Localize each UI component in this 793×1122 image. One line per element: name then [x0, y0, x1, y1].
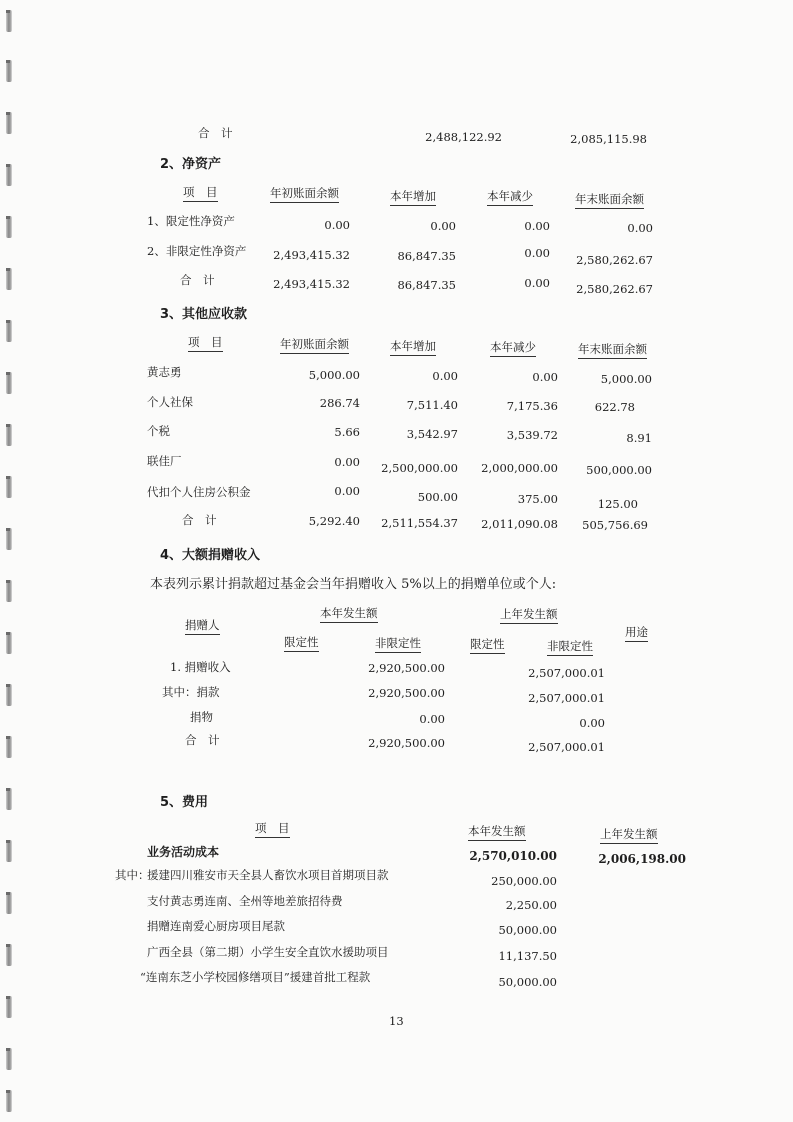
- table-cell: 2,500,000.00: [381, 461, 458, 475]
- binding-hole: [6, 1090, 12, 1112]
- table-cell: 2,250.00: [505, 898, 557, 912]
- prior-year-header: 上年发生额: [500, 606, 558, 624]
- list-item: 援建四川雅安市天全县人畜饮水项目首期项目款: [147, 868, 389, 882]
- table-cell: 2,920,500.00: [368, 686, 445, 700]
- table-cell: 11,137.50: [498, 949, 557, 963]
- binding-hole: [6, 320, 12, 342]
- table-row-name: 联佳厂: [147, 454, 182, 468]
- binding-hole: [6, 164, 12, 186]
- table-cell: 250,000.00: [491, 874, 557, 888]
- binding-hole: [6, 268, 12, 290]
- table-cell: 0.00: [627, 221, 653, 235]
- table-header: 本年增加: [390, 188, 436, 206]
- binding-hole: [6, 736, 12, 758]
- binding-hole: [6, 60, 12, 82]
- table-header: 本年减少: [487, 188, 533, 206]
- table-cell: 2,507,000.01: [528, 740, 605, 754]
- top-total-value-1: 2,488,122.92: [425, 130, 502, 144]
- binding-hole: [6, 216, 12, 238]
- table-cell: 0.00: [432, 369, 458, 383]
- current-year-header: 本年发生额: [320, 605, 378, 623]
- table-cell: 0.00: [579, 716, 605, 730]
- table-cell: 2,580,262.67: [576, 282, 653, 296]
- donor-header: 捐赠人: [185, 617, 220, 635]
- table-row-name: 个税: [147, 424, 170, 438]
- restricted-header: 限定性: [284, 634, 319, 652]
- table-cell: 505,756.69: [582, 518, 648, 532]
- top-total-label: 合 计: [198, 126, 233, 140]
- table-cell: 2,511,554.37: [381, 516, 458, 530]
- table-cell: 2,920,500.00: [368, 661, 445, 675]
- table-cell: 3,539.72: [506, 428, 558, 442]
- table-row-name: 合 计: [185, 733, 220, 747]
- list-item: 支付黄志勇连南、全州等地差旅招待费: [147, 894, 343, 908]
- item-header: 项 目: [255, 820, 290, 838]
- main-expense-current: 2,570,010.00: [469, 849, 557, 863]
- table-row-name: 合 计: [180, 273, 215, 287]
- binding-hole: [6, 112, 12, 134]
- section-title-receivables: 3、其他应收款: [160, 307, 248, 322]
- table-cell: 0.00: [334, 455, 360, 469]
- table-row-name: 捐物: [190, 710, 213, 724]
- table-cell: 7,511.40: [406, 398, 458, 412]
- binding-hole: [6, 632, 12, 654]
- table-cell: 125.00: [597, 497, 638, 511]
- binding-hole: [6, 476, 12, 498]
- table-row-name: 其中：捐款: [162, 685, 220, 699]
- table-cell: 0.00: [324, 218, 350, 232]
- table-cell: 2,011,090.08: [481, 517, 558, 531]
- list-item: 捐赠连南爱心厨房项目尾款: [147, 919, 285, 933]
- table-cell: 3,542.97: [406, 427, 458, 441]
- table-cell: 0.00: [524, 246, 550, 260]
- table-cell: 0.00: [334, 484, 360, 498]
- section-title-expenses: 5、费用: [160, 795, 209, 810]
- table-row-name: 2、非限定性净资产: [147, 244, 247, 258]
- table-cell: 2,507,000.01: [528, 691, 605, 705]
- table-cell: 0.00: [430, 219, 456, 233]
- expense-prefix: 其中：: [115, 868, 150, 882]
- list-item: “连南东芝小学校园修缮项目”援建首批工程款: [140, 970, 371, 984]
- binding-hole: [6, 372, 12, 394]
- binding-hole: [6, 580, 12, 602]
- binding-hole: [6, 788, 12, 810]
- table-row-name: 代扣个人住房公积金: [147, 485, 251, 499]
- table-header: 本年减少: [490, 339, 536, 357]
- table-cell: 500.00: [417, 490, 458, 504]
- table-cell: 0.00: [532, 370, 558, 384]
- table-cell: 5.66: [334, 425, 360, 439]
- table-cell: 50,000.00: [498, 923, 557, 937]
- main-expense-prior: 2,006,198.00: [598, 852, 686, 866]
- table-cell: 50,000.00: [498, 975, 557, 989]
- table-cell: 2,920,500.00: [368, 736, 445, 750]
- table-cell: 5,000.00: [600, 372, 652, 386]
- table-cell: 86,847.35: [397, 278, 456, 292]
- table-cell: 86,847.35: [397, 249, 456, 263]
- table-header: 项 目: [183, 184, 218, 202]
- table-cell: 7,175.36: [506, 399, 558, 413]
- table-row-name: 1. 捐赠收入: [170, 660, 231, 674]
- restricted-header-prior: 限定性: [470, 636, 505, 654]
- donations-intro: 本表列示累计捐款超过基金会当年捐赠收入 5%以上的捐赠单位或个人:: [150, 577, 557, 592]
- table-cell: 2,000,000.00: [481, 461, 558, 475]
- table-cell: 500,000.00: [586, 463, 652, 477]
- table-cell: 0.00: [419, 712, 445, 726]
- table-row-name: 黄志勇: [147, 365, 182, 379]
- unrestricted-header-prior: 非限定性: [547, 638, 593, 656]
- binding-hole: [6, 528, 12, 550]
- page-number: 13: [389, 1014, 404, 1028]
- list-item: 广西全县（第二期）小学生安全直饮水援助项目: [147, 945, 389, 959]
- section-title-net-assets: 2、净资产: [160, 157, 222, 172]
- table-cell: 0.00: [524, 276, 550, 290]
- binding-hole: [6, 424, 12, 446]
- table-cell: 2,493,415.32: [273, 277, 350, 291]
- table-cell: 0.00: [524, 219, 550, 233]
- table-row-name: 合 计: [182, 513, 217, 527]
- table-header: 年初账面余额: [280, 336, 349, 354]
- binding-hole: [6, 892, 12, 914]
- section-title-donations: 4、大额捐赠收入: [160, 548, 261, 563]
- prior-year-header: 上年发生额: [600, 826, 658, 844]
- table-cell: 622.78: [594, 400, 635, 414]
- table-header: 项 目: [188, 334, 223, 352]
- table-cell: 2,507,000.01: [528, 666, 605, 680]
- binding-hole: [6, 944, 12, 966]
- binding-hole: [6, 684, 12, 706]
- table-header: 年末账面余额: [575, 191, 644, 209]
- top-total-value-2: 2,085,115.98: [570, 132, 647, 146]
- table-cell: 8.91: [626, 431, 652, 445]
- main-expense-name: 业务活动成本: [147, 845, 220, 859]
- table-row-name: 1、限定性净资产: [147, 214, 235, 228]
- current-year-header: 本年发生额: [468, 823, 526, 841]
- table-cell: 286.74: [319, 396, 360, 410]
- binding-hole: [6, 996, 12, 1018]
- unrestricted-header: 非限定性: [375, 635, 421, 653]
- binding-hole: [6, 840, 12, 862]
- table-cell: 5,292.40: [308, 514, 360, 528]
- table-header: 年初账面余额: [270, 185, 339, 203]
- table-cell: 5,000.00: [308, 368, 360, 382]
- table-cell: 375.00: [517, 492, 558, 506]
- table-cell: 2,493,415.32: [273, 248, 350, 262]
- table-cell: 2,580,262.67: [576, 253, 653, 267]
- table-row-name: 个人社保: [147, 395, 193, 409]
- table-header: 年末账面余额: [578, 341, 647, 359]
- table-header: 本年增加: [390, 338, 436, 356]
- binding-hole: [6, 1048, 12, 1070]
- usage-header: 用途: [625, 624, 648, 642]
- binding-hole: [6, 10, 12, 32]
